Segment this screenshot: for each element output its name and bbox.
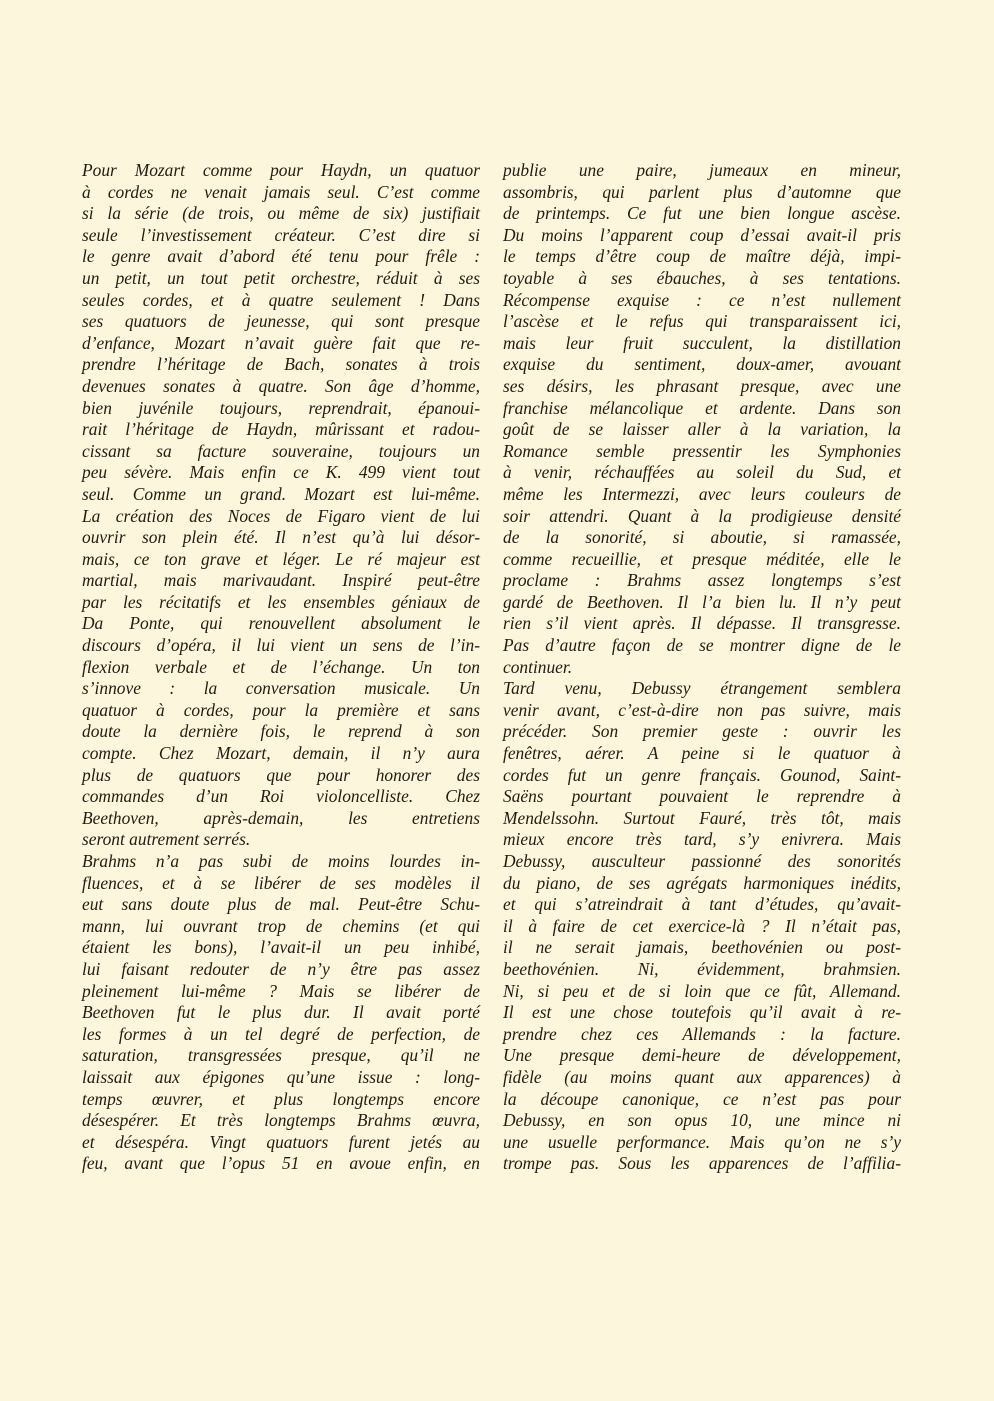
text-line: comme recueillie, et presque méditée, elle le xyxy=(503,548,901,569)
text-line: l’ascèse et le refus qui transparaissent ici, xyxy=(503,311,901,332)
text-line: le genre avait d’abord été tenu pour frêle : xyxy=(82,246,480,267)
text-line: gardé de Beethoven. Il l’a bien lu. Il n’y peut xyxy=(503,591,901,612)
text-line: plus de quatuors que pour honorer des xyxy=(82,764,480,785)
text-line: proclame : Brahms assez longtemps s’est xyxy=(503,570,901,591)
text-line: par les récitatifs et les ensembles géniaux de xyxy=(82,591,480,612)
text-line: Pas d’autre façon de se montrer digne de le xyxy=(503,635,901,656)
text-line: lui faisant redouter de n’y être pas assez xyxy=(82,958,480,979)
text-line: à cordes ne venait jamais seul. C’est comme xyxy=(82,181,480,202)
text-line: du piano, de ses agrégats harmoniques inédits, xyxy=(503,872,901,893)
text-line: prendre chez ces Allemands : la facture. xyxy=(503,1023,901,1044)
text-line: Tard venu, Debussy étrangement semblera xyxy=(503,678,901,699)
text-line: publie une paire, jumeaux en mineur, xyxy=(503,160,901,180)
text-line: mais leur fruit succulent, la distillation xyxy=(503,332,901,353)
text-line: mann, lui ouvrant trop de chemins (et qui xyxy=(82,915,480,936)
text-line: peu sévère. Mais enfin ce K. 499 vient tout xyxy=(82,462,480,483)
text-line: de la sonorité, si aboutie, si ramassée, xyxy=(503,527,901,548)
text-line: continuer. xyxy=(503,656,573,677)
text-line: prendre l’héritage de Bach, sonates à trois xyxy=(82,354,480,375)
text-line: pleinement lui-même ? Mais se libérer de xyxy=(82,980,480,1001)
text-line: Romance semble pressentir les Symphonies xyxy=(503,440,901,461)
text-line: feu, avant que l’opus 51 en avoue enfin, en xyxy=(82,1153,480,1174)
text-line: rait l’héritage de Haydn, mûrissant et radou- xyxy=(82,419,480,440)
text-line: une usuelle performance. Mais qu’on ne s’y xyxy=(503,1131,901,1152)
text-line: le temps d’être coup de maître déjà, impi- xyxy=(503,246,901,267)
text-line: venir avant, c’est-à-dire non pas suivre, mais xyxy=(503,699,901,720)
text-line: étaient les bons), l’avait-il un peu inhibé, xyxy=(82,937,480,958)
text-line: précéder. Son premier geste : ouvrir les xyxy=(503,721,901,742)
text-line: La création des Noces de Figaro vient de lui xyxy=(82,505,480,526)
text-line: seront autrement serrés. xyxy=(82,829,251,850)
right-column xyxy=(503,160,901,1175)
text-line: Saëns pourtant pouvaient le reprendre à xyxy=(503,786,901,807)
text-line: fenêtres, aérer. A peine si le quatuor à xyxy=(503,743,901,764)
text-line: Ni, si peu et de si loin que ce fût, Allemand. xyxy=(503,980,901,1001)
text-line: s’innove : la conversation musicale. Un xyxy=(82,678,480,699)
text-line: cordes fut un genre français. Gounod, Saint- xyxy=(503,764,901,785)
text-line: les formes à un tel degré de perfection, de xyxy=(82,1023,480,1044)
text-line: Brahms n’a pas subi de moins lourdes in- xyxy=(82,851,480,871)
text-line: seules cordes, et à quatre seulement ! Dans xyxy=(82,289,480,310)
text-line: goût de se laisser aller à la variation, la xyxy=(503,419,901,440)
text-line: Pour Mozart comme pour Haydn, un quatuor xyxy=(82,160,480,180)
left-column xyxy=(82,160,480,1175)
text-line: fidèle (au moins quant aux apparences) à xyxy=(503,1066,901,1087)
text-line: mais, ce ton grave et léger. Le ré majeur est xyxy=(82,548,480,569)
text-line: et désespéra. Vingt quatuors furent jetés au xyxy=(82,1131,480,1152)
text-line: mieux encore très tard, s’y enivrera. Mais xyxy=(503,829,901,850)
text-line: exquise du sentiment, doux-amer, avouant xyxy=(503,354,901,375)
text-line: assombris, qui parlent plus d’automne que xyxy=(503,181,901,202)
text-line: flexion verbale et de l’échange. Un ton xyxy=(82,656,480,677)
text-line: de printemps. Ce fut une bien longue ascèse. xyxy=(503,203,901,224)
text-line: cissant sa facture souveraine, toujours un xyxy=(82,440,480,461)
text-line: Du moins l’apparent coup d’essai avait-il pris xyxy=(503,224,901,245)
text-line: ses désirs, les phrasant presque, avec une xyxy=(503,375,901,396)
text-line: seul. Comme un grand. Mozart est lui-même. xyxy=(82,483,480,504)
text-line: Il est une chose toutefois qu’il avait à re- xyxy=(503,1002,901,1023)
text-line: Da Ponte, qui renouvellent absolument le xyxy=(82,613,480,634)
text-line: toyable à ses ébauches, à ses tentations. xyxy=(503,267,901,288)
text-line: rien s’il vient après. Il dépasse. Il transgresse. xyxy=(503,613,901,634)
text-line: si la série (de trois, ou même de six) justifiait xyxy=(82,203,480,224)
text-line: martial, mais marivaudant. Inspiré peut-être xyxy=(82,570,480,591)
text-line: laissait aux épigones qu’une issue : long- xyxy=(82,1066,480,1087)
text-line: Debussy, en son opus 10, une mince ni xyxy=(503,1110,901,1131)
text-line: un petit, un tout petit orchestre, réduit à ses xyxy=(82,267,480,288)
text-line: et qui s’atreindrait à tant d’études, qu’avait- xyxy=(503,894,901,915)
text-line: bien juvénile toujours, reprendrait, épanoui- xyxy=(82,397,480,418)
text-line: discours d’opéra, il lui vient un sens de l’in- xyxy=(82,635,480,656)
text-line: il ne serait jamais, beethovénien ou post- xyxy=(503,937,901,958)
text-line: la découpe canonique, ce n’est pas pour xyxy=(503,1088,901,1109)
text-line: désespérer. Et très longtemps Brahms œuvra, xyxy=(82,1110,480,1131)
text-line: doute la dernière fois, le reprend à son xyxy=(82,721,480,742)
text-line: temps œuvrer, et plus longtemps encore xyxy=(82,1088,480,1109)
text-line: il à faire de cet exercice-là ? Il n’était pas, xyxy=(503,915,901,936)
text-line: fluences, et à se libérer de ses modèles il xyxy=(82,872,480,893)
text-line: Une presque demi-heure de développement, xyxy=(503,1045,901,1066)
text-line: seule l’investissement créateur. C’est dire si xyxy=(82,224,480,245)
text-line: Debussy, ausculteur passionné des sonorités xyxy=(503,851,901,871)
text-line: eut sans doute plus de mal. Peut-être Schu- xyxy=(82,894,480,915)
text-line: Récompense exquise : ce n’est nullement xyxy=(503,289,901,310)
text-line: à venir, réchauffées au soleil du Sud, et xyxy=(503,462,901,483)
text-line: Beethoven, après-demain, les entretiens xyxy=(82,807,480,828)
text-line: même les Intermezzi, avec leurs couleurs de xyxy=(503,483,901,504)
text-line: soir attendri. Quant à la prodigieuse densité xyxy=(503,505,901,526)
text-line: saturation, transgressées presque, qu’il ne xyxy=(82,1045,480,1066)
text-line: compte. Chez Mozart, demain, il n’y aura xyxy=(82,743,480,764)
text-line: commandes d’un Roi violoncelliste. Chez xyxy=(82,786,480,807)
text-line: quatuor à cordes, pour la première et sans xyxy=(82,699,480,720)
text-line: ses quatuors de jeunesse, qui sont presque xyxy=(82,311,480,332)
text-line: devenues sonates à quatre. Son âge d’homme, xyxy=(82,375,480,396)
text-line: Beethoven fut le plus dur. Il avait porté xyxy=(82,1002,480,1023)
text-line: Mendelssohn. Surtout Fauré, très tôt, mais xyxy=(503,807,901,828)
text-line: beethovénien. Ni, évidemment, brahmsien. xyxy=(503,958,901,979)
text-line: trompe pas. Sous les apparences de l’affilia- xyxy=(503,1153,901,1174)
text-line: franchise mélancolique et ardente. Dans son xyxy=(503,397,901,418)
text-line: d’enfance, Mozart n’avait guère fait que re- xyxy=(82,332,480,353)
text-line: ouvrir son plein été. Il n’est qu’à lui désor- xyxy=(82,527,480,548)
